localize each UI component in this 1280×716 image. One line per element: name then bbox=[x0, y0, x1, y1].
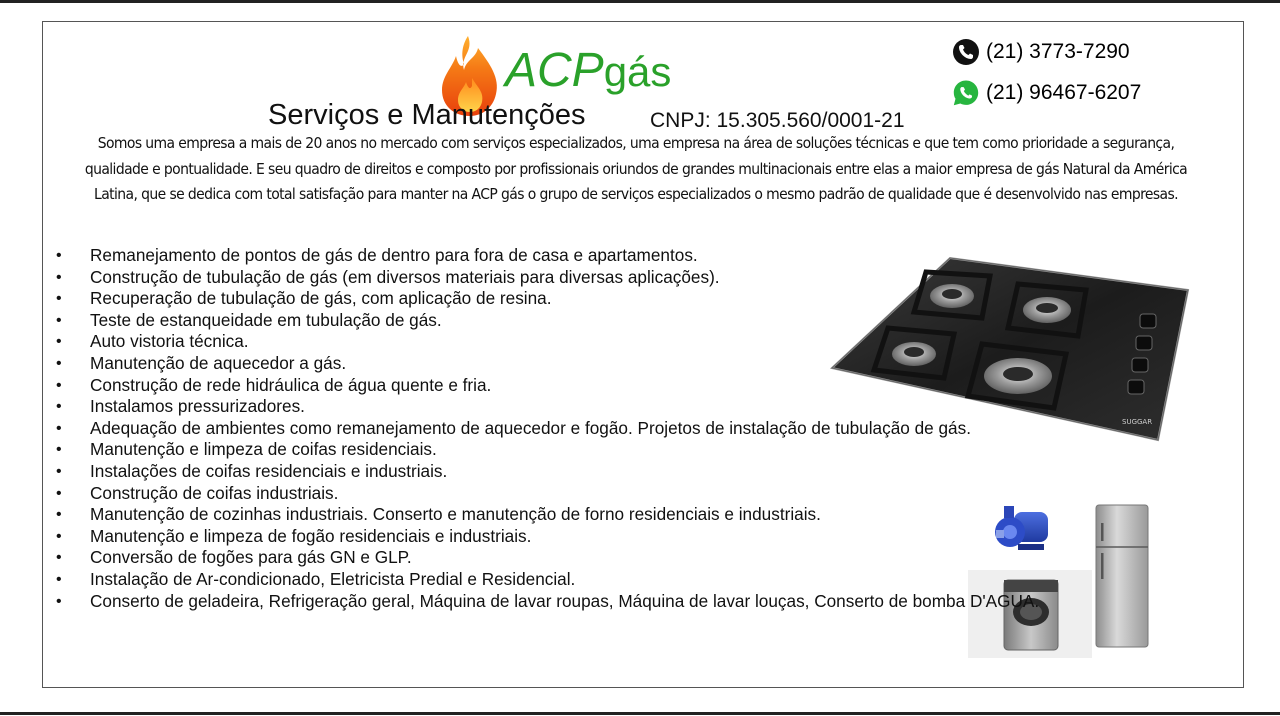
bullet: • bbox=[56, 376, 62, 394]
service-item bbox=[50, 526, 1039, 548]
bullet: • bbox=[56, 311, 62, 329]
phone-number: (21) 3773-7290 bbox=[986, 40, 1130, 63]
service-item bbox=[50, 331, 1039, 353]
phone-icon bbox=[952, 38, 980, 66]
service-item-text: Construção de tubulação de gás (em diversos materiais para diversas aplicações). bbox=[90, 266, 720, 287]
service-item-text: Manutenção de aquecedor a gás. bbox=[90, 352, 347, 373]
phone-contact bbox=[952, 38, 1130, 66]
service-item-text: Instalações de coifas residenciais e industriais. bbox=[90, 460, 448, 481]
cnpj: CNPJ: 15.305.560/0001-21 bbox=[650, 109, 905, 132]
tagline: Serviços e Manutenções bbox=[268, 99, 586, 131]
service-item bbox=[50, 267, 1039, 289]
bullet: • bbox=[56, 462, 62, 480]
bullet: • bbox=[56, 484, 62, 502]
cooktop-brand-label: SUGGAR bbox=[1122, 418, 1153, 426]
service-item-text: Conserto de geladeira, Refrigeração geral, Máquina de lavar roupas, Máquina de lavar louças, Conserto de bomba D'AGUA. bbox=[90, 590, 1040, 611]
service-item-text: Conversão de fogões para gás GN e GLP. bbox=[90, 547, 412, 568]
company-description: Somos uma empresa a mais de 20 anos no mercado com serviços especializados, uma empresa na área de soluções técnicas e que tem como prioridade a segurança, qualidade e pontualidade. E seu quadro de direitos e composto por profissionais oriundos de grandes multinacionais entre elas a maior empresa de gás Natural da América Latina, que se dedica com total satisfação para manter na ACP gás o grupo de serviços especializados o mesmo padrão de qualidade que é desenvolvido nas empresas. bbox=[84, 134, 1188, 203]
service-item-text: Teste de estanqueidade em tubulação de gás. bbox=[90, 309, 442, 330]
whatsapp-number: (21) 96467-6207 bbox=[986, 81, 1142, 104]
service-item-text: Adequação de ambientes como remanejamento de aquecedor e fogão. Projetos de instalação de tubulação de gás. bbox=[90, 417, 971, 438]
service-item bbox=[50, 418, 1039, 440]
service-item bbox=[50, 375, 1039, 397]
service-item bbox=[50, 461, 1039, 483]
bullet: • bbox=[56, 333, 62, 351]
bullet: • bbox=[56, 354, 62, 372]
bullet: • bbox=[56, 247, 62, 264]
service-item-text: Manutenção de cozinhas industriais. Conserto e manutenção de forno residenciais e industriais. bbox=[90, 504, 821, 525]
brand-logo bbox=[505, 46, 671, 96]
bullet: • bbox=[56, 549, 62, 567]
service-item bbox=[50, 310, 1039, 332]
service-item bbox=[50, 591, 1039, 613]
bullet: • bbox=[56, 570, 62, 588]
service-item-text: Construção de coifas industriais. bbox=[90, 482, 339, 503]
whatsapp-icon bbox=[952, 79, 980, 107]
bullet: • bbox=[56, 592, 62, 610]
refrigerator-image bbox=[1092, 503, 1152, 649]
service-item bbox=[50, 569, 1039, 591]
service-item-text: Manutenção e limpeza de coifas residenciais. bbox=[90, 439, 437, 460]
bullet: • bbox=[56, 527, 62, 545]
service-item-text: Auto vistoria técnica. bbox=[90, 331, 249, 352]
service-item-text: Instalação de Ar-condicionado, Eletricista Predial e Residencial. bbox=[90, 568, 576, 589]
bullet: • bbox=[56, 398, 62, 416]
service-item-text: Instalamos pressurizadores. bbox=[90, 396, 305, 417]
bullet: • bbox=[56, 441, 62, 459]
whatsapp-contact bbox=[952, 79, 1141, 107]
services-list bbox=[50, 245, 1039, 612]
bullet: • bbox=[56, 290, 62, 308]
service-item-text: Remanejamento de pontos de gás de dentro para fora de casa e apartamentos. bbox=[90, 245, 698, 265]
service-item bbox=[50, 288, 1039, 310]
service-item-text: Construção de rede hidráulica de água quente e fria. bbox=[90, 374, 492, 395]
bullet: • bbox=[56, 268, 62, 286]
service-item bbox=[50, 245, 1039, 267]
service-item bbox=[50, 353, 1039, 375]
service-item bbox=[50, 439, 1039, 461]
bottom-divider bbox=[0, 712, 1280, 715]
service-item-text: Recuperação de tubulação de gás, com aplicação de resina. bbox=[90, 288, 552, 309]
service-item bbox=[50, 547, 1039, 569]
service-item bbox=[50, 396, 1039, 418]
service-item bbox=[50, 483, 1039, 505]
brand-name-gas: gás bbox=[603, 48, 672, 95]
bullet: • bbox=[56, 419, 62, 437]
top-divider bbox=[0, 0, 1280, 3]
bullet: • bbox=[56, 506, 62, 524]
service-item-text: Manutenção e limpeza de fogão residenciais e industriais. bbox=[90, 525, 532, 546]
brand-name-acp: ACP bbox=[505, 44, 604, 97]
service-item bbox=[50, 504, 1039, 526]
